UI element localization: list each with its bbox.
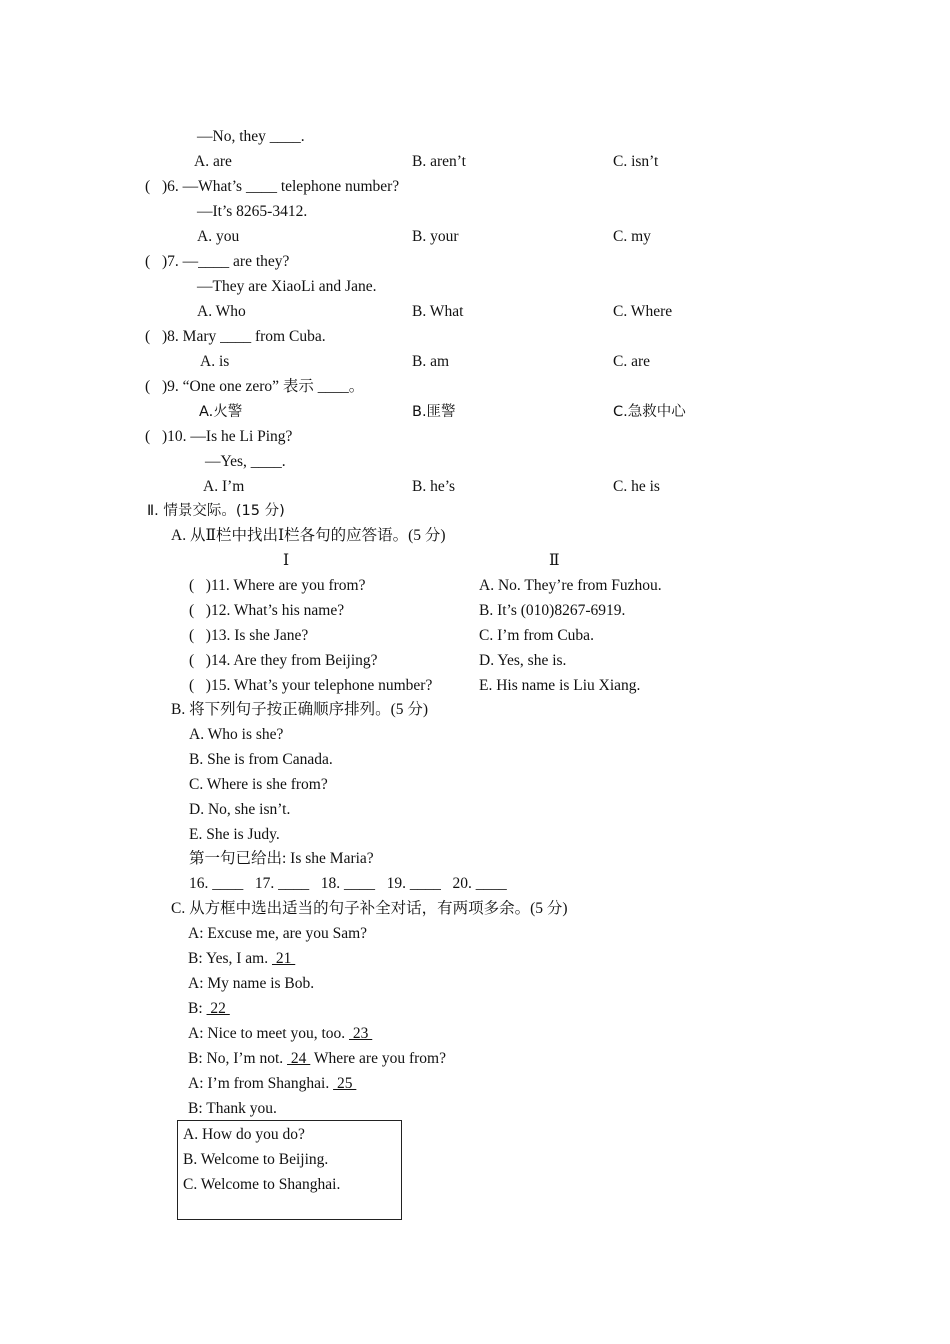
q9-option-a: A.火警 (199, 404, 243, 420)
q5-option-b: B. aren’t (412, 153, 466, 170)
section-2-heading: Ⅱ. 情景交际。(15 分) (147, 503, 285, 519)
order-item-e: E. She is Judy. (189, 826, 280, 843)
q8-bracket: ( (145, 328, 151, 345)
dialogue-line-3: A: My name is Bob. (188, 975, 315, 992)
q7-question: )7. —____ are they? (162, 253, 290, 270)
q10-bracket: ( (145, 428, 151, 445)
match-answer-b: B. It’s (010)8267-6919. (479, 602, 626, 619)
q5-option-a: A. are (194, 153, 232, 170)
q5-answer: —No, they ____. (197, 128, 305, 145)
box-option-c: C. Welcome to Shanghai. (183, 1176, 341, 1193)
dialogue-line-6: B: No, I’m not. 24 Where are you from? (188, 1050, 446, 1067)
q9-option-b: B.匪警 (412, 404, 456, 420)
q9-question: )9. “One one zero” 表示 ____。 (162, 378, 365, 395)
blank-21: 21 (271, 950, 296, 967)
match-answer-e: E. His name is Liu Xiang. (479, 677, 641, 694)
order-item-b: B. She is from Canada. (189, 751, 333, 768)
q10-option-a: A. I’m (203, 478, 245, 495)
q10-option-b: B. he’s (412, 478, 456, 495)
match-item-14: ( )14. Are they from Beijing? (189, 652, 378, 669)
q10-option-c: C. he is (613, 478, 660, 495)
match-item-12: ( )12. What’s his name? (189, 602, 345, 619)
section-2a-title: A. 从Ⅱ栏中找出Ⅰ栏各句的应答语。(5 分) (171, 527, 446, 544)
dialogue-line-7: A: I’m from Shanghai. 25 (188, 1075, 357, 1092)
match-item-11: ( )11. Where are you from? (189, 577, 366, 594)
blank-24: 24 (287, 1050, 311, 1067)
q8-option-c: C. are (613, 353, 651, 370)
dialogue-line-4: B: 22 (188, 1000, 230, 1017)
order-given-sentence: 第一句已给出: Is she Maria? (189, 850, 374, 867)
q10-question: )10. —Is he Li Ping? (162, 428, 293, 445)
column-1-header: Ⅰ (283, 552, 290, 569)
match-answer-c: C. I’m from Cuba. (479, 627, 594, 644)
box-option-a: A. How do you do? (183, 1126, 305, 1143)
order-blanks: 16. ____ 17. ____ 18. ____ 19. ____ 20. ____ (189, 875, 507, 892)
q7-option-c: C. Where (613, 303, 673, 320)
q9-option-c: C.急救中心 (613, 404, 686, 420)
q7-answer: —They are XiaoLi and Jane. (197, 278, 377, 295)
blank-25: 25 (333, 1075, 357, 1092)
box-option-b: B. Welcome to Beijing. (183, 1151, 329, 1168)
q6-option-c: C. my (613, 228, 651, 245)
q8-option-b: B. am (412, 353, 450, 370)
section-2b-title: B. 将下列句子按正确顺序排列。(5 分) (171, 701, 429, 718)
blank-23: 23 (349, 1025, 373, 1042)
match-item-13: ( )13. Is she Jane? (189, 627, 309, 644)
q6-bracket: ( (145, 178, 151, 195)
q9-bracket: ( (145, 378, 151, 395)
blank-22: 22 (206, 1000, 230, 1017)
q7-option-a: A. Who (197, 303, 246, 320)
dialogue-line-2: B: Yes, I am. 21 (188, 950, 296, 967)
q6-question: )6. —What’s ____ telephone number? (162, 178, 400, 195)
q6-answer: —It’s 8265-3412. (197, 203, 308, 220)
q7-bracket: ( (145, 253, 151, 270)
q7-option-b: B. What (412, 303, 464, 320)
dialogue-line-5: A: Nice to meet you, too. 23 (188, 1025, 373, 1042)
q6-option-b: B. your (412, 228, 459, 245)
section-2c-title: C. 从方框中选出适当的句子补全对话，有两项多余。(5 分) (171, 900, 568, 917)
dialogue-line-1: A: Excuse me, are you Sam? (188, 925, 368, 942)
order-item-a: A. Who is she? (189, 726, 284, 743)
match-answer-d: D. Yes, she is. (479, 652, 567, 669)
match-item-15: ( )15. What’s your telephone number? (189, 677, 433, 694)
column-2-header: Ⅱ (549, 552, 560, 569)
dialogue-line-8: B: Thank you. (188, 1100, 277, 1117)
order-item-d: D. No, she isn’t. (189, 801, 291, 818)
match-answer-a: A. No. They’re from Fuzhou. (479, 577, 662, 594)
q5-option-c: C. isn’t (613, 153, 659, 170)
q10-answer: —Yes, ____. (205, 453, 286, 470)
q8-option-a: A. is (200, 353, 230, 370)
q8-question: )8. Mary ____ from Cuba. (162, 328, 326, 345)
q6-option-a: A. you (197, 228, 240, 245)
order-item-c: C. Where is she from? (189, 776, 328, 793)
